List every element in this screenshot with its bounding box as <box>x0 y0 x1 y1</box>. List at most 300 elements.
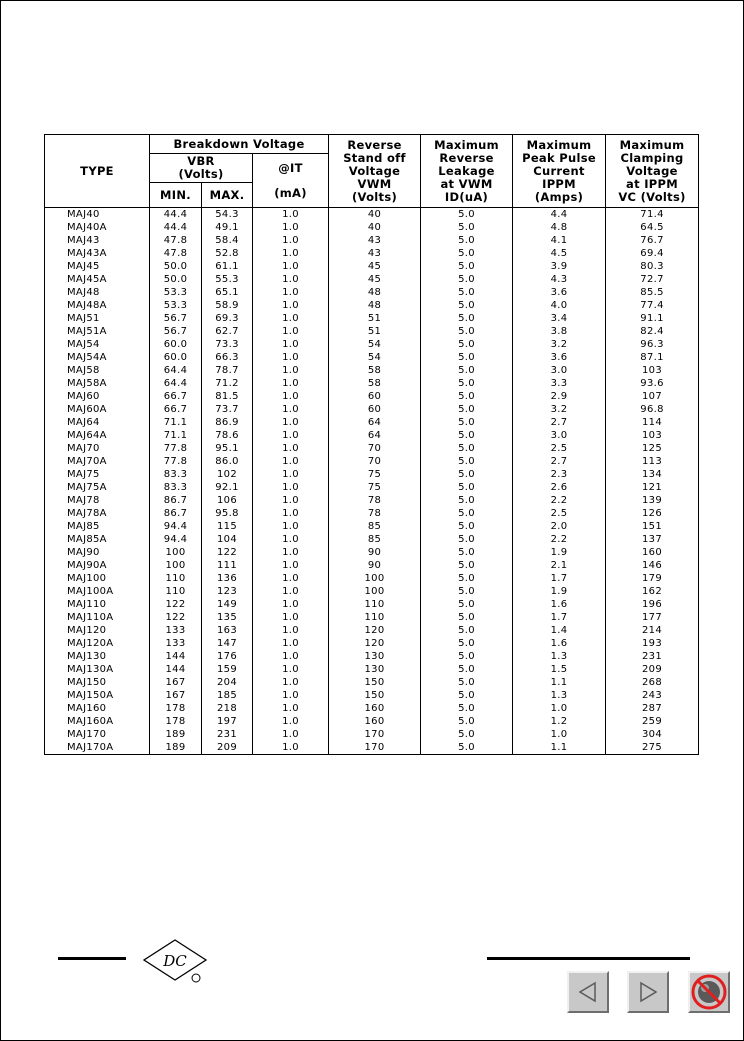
cell-vbr-min: 133 <box>150 637 202 650</box>
cell-it: 1.0 <box>253 416 329 429</box>
cell-leakage: 5.0 <box>421 377 513 390</box>
cell-vbr-min: 189 <box>150 728 202 741</box>
cell-vwm: 130 <box>329 663 421 676</box>
cell-vwm: 85 <box>329 533 421 546</box>
cell-leakage: 5.0 <box>421 299 513 312</box>
cell-vwm: 60 <box>329 403 421 416</box>
cell-vwm: 90 <box>329 559 421 572</box>
previous-page-button[interactable] <box>567 971 609 1013</box>
header-clamp-line: Clamping <box>620 150 684 165</box>
cell-vbr-max: 209 <box>202 741 253 755</box>
cell-vbr-max: 73.7 <box>202 403 253 416</box>
cell-leakage: 5.0 <box>421 481 513 494</box>
cell-ippm: 1.5 <box>513 663 606 676</box>
cell-vc: 196 <box>606 598 699 611</box>
cell-vwm: 85 <box>329 520 421 533</box>
cell-type: MAJ75 <box>45 468 150 481</box>
cell-it: 1.0 <box>253 650 329 663</box>
cell-it: 1.0 <box>253 494 329 507</box>
cell-leakage: 5.0 <box>421 390 513 403</box>
cell-vwm: 100 <box>329 572 421 585</box>
cell-leakage: 5.0 <box>421 468 513 481</box>
table-row <box>45 351 699 364</box>
cell-leakage: 5.0 <box>421 325 513 338</box>
cell-ippm: 3.6 <box>513 351 606 364</box>
cell-vbr-max: 122 <box>202 546 253 559</box>
next-page-button[interactable] <box>627 971 669 1013</box>
cell-leakage: 5.0 <box>421 416 513 429</box>
table-row <box>45 598 699 611</box>
cell-it: 1.0 <box>253 559 329 572</box>
table-row <box>45 481 699 494</box>
cell-vbr-min: 64.4 <box>150 364 202 377</box>
table-row <box>45 702 699 715</box>
cell-vbr-max: 106 <box>202 494 253 507</box>
table-row <box>45 507 699 520</box>
cell-ippm: 2.7 <box>513 455 606 468</box>
cell-vc: 179 <box>606 572 699 585</box>
cell-leakage: 5.0 <box>421 364 513 377</box>
table-row <box>45 637 699 650</box>
cell-it: 1.0 <box>253 507 329 520</box>
cell-vwm: 70 <box>329 455 421 468</box>
table-row <box>45 403 699 416</box>
cell-it: 1.0 <box>253 702 329 715</box>
cell-vwm: 70 <box>329 442 421 455</box>
cell-vbr-max: 123 <box>202 585 253 598</box>
specifications-table <box>44 134 699 755</box>
cell-vwm: 64 <box>329 429 421 442</box>
cell-vwm: 58 <box>329 377 421 390</box>
cell-vbr-min: 66.7 <box>150 403 202 416</box>
cell-vc: 71.4 <box>606 208 699 222</box>
cell-type: MAJ60A <box>45 403 150 416</box>
cell-vbr-max: 176 <box>202 650 253 663</box>
header-reverse-line: Reverse <box>347 137 402 152</box>
cell-it: 1.0 <box>253 611 329 624</box>
cell-leakage: 5.0 <box>421 338 513 351</box>
exit-button[interactable] <box>688 971 730 1013</box>
header-it-symbol: @IT <box>278 160 303 175</box>
cell-vbr-max: 49.1 <box>202 221 253 234</box>
cell-vbr-min: 83.3 <box>150 468 202 481</box>
cell-ippm: 1.2 <box>513 715 606 728</box>
table-row <box>45 273 699 286</box>
cell-it: 1.0 <box>253 312 329 325</box>
cell-vbr-min: 44.4 <box>150 208 202 222</box>
cell-vbr-max: 86.9 <box>202 416 253 429</box>
header-type: TYPE <box>45 135 150 208</box>
header-clamp-line: Voltage <box>626 163 678 178</box>
cell-it: 1.0 <box>253 429 329 442</box>
cell-type: MAJ45A <box>45 273 150 286</box>
cell-it: 1.0 <box>253 390 329 403</box>
cell-type: MAJ78A <box>45 507 150 520</box>
triangle-left-icon <box>575 979 601 1005</box>
cell-vc: 91.1 <box>606 312 699 325</box>
header-it-unit: (mA) <box>274 185 307 200</box>
cell-vwm: 170 <box>329 728 421 741</box>
cell-vbr-max: 78.7 <box>202 364 253 377</box>
cell-vc: 160 <box>606 546 699 559</box>
cell-vc: 69.4 <box>606 247 699 260</box>
cell-ippm: 3.2 <box>513 338 606 351</box>
cell-it: 1.0 <box>253 208 329 222</box>
cell-vbr-max: 218 <box>202 702 253 715</box>
cell-vbr-min: 77.8 <box>150 442 202 455</box>
cell-vc: 231 <box>606 650 699 663</box>
cell-it: 1.0 <box>253 533 329 546</box>
cell-vwm: 160 <box>329 715 421 728</box>
header-vbr <box>150 154 253 183</box>
table-row <box>45 715 699 728</box>
cell-vc: 114 <box>606 416 699 429</box>
cell-ippm: 1.3 <box>513 650 606 663</box>
cell-vwm: 54 <box>329 338 421 351</box>
cell-vbr-min: 44.4 <box>150 221 202 234</box>
cell-vbr-min: 110 <box>150 585 202 598</box>
table-row <box>45 559 699 572</box>
cell-vbr-min: 60.0 <box>150 338 202 351</box>
table-row <box>45 299 699 312</box>
cell-vbr-max: 73.3 <box>202 338 253 351</box>
cell-vwm: 48 <box>329 299 421 312</box>
cell-vbr-min: 110 <box>150 572 202 585</box>
cell-leakage: 5.0 <box>421 741 513 755</box>
cell-vc: 93.6 <box>606 377 699 390</box>
cell-type: MAJ130 <box>45 650 150 663</box>
table-row <box>45 741 699 755</box>
cell-ippm: 2.2 <box>513 533 606 546</box>
cell-leakage: 5.0 <box>421 715 513 728</box>
cell-vc: 80.3 <box>606 260 699 273</box>
cell-vwm: 120 <box>329 637 421 650</box>
cell-type: MAJ85 <box>45 520 150 533</box>
table-row <box>45 728 699 741</box>
cell-vc: 139 <box>606 494 699 507</box>
cell-vwm: 45 <box>329 273 421 286</box>
header-pulse-line: Peak Pulse <box>522 150 596 165</box>
cell-vbr-max: 147 <box>202 637 253 650</box>
cell-it: 1.0 <box>253 598 329 611</box>
cell-ippm: 4.4 <box>513 208 606 222</box>
cell-vbr-min: 47.8 <box>150 247 202 260</box>
header-leakage-line: at VWM <box>440 176 493 191</box>
table-row <box>45 247 699 260</box>
cell-vwm: 64 <box>329 416 421 429</box>
cell-ippm: 1.7 <box>513 572 606 585</box>
cell-ippm: 3.4 <box>513 312 606 325</box>
cell-leakage: 5.0 <box>421 546 513 559</box>
cell-vc: 125 <box>606 442 699 455</box>
cell-type: MAJ75A <box>45 481 150 494</box>
cell-it: 1.0 <box>253 676 329 689</box>
cell-vbr-min: 178 <box>150 702 202 715</box>
header-breakdown-voltage: Breakdown Voltage <box>150 135 329 154</box>
cell-leakage: 5.0 <box>421 208 513 222</box>
cell-type: MAJ170 <box>45 728 150 741</box>
cell-leakage: 5.0 <box>421 637 513 650</box>
header-clamping-voltage <box>606 135 699 208</box>
cell-ippm: 2.9 <box>513 390 606 403</box>
cell-type: MAJ78 <box>45 494 150 507</box>
cell-ippm: 2.7 <box>513 416 606 429</box>
cell-vbr-max: 52.8 <box>202 247 253 260</box>
cell-vbr-min: 50.0 <box>150 260 202 273</box>
cell-vbr-min: 66.7 <box>150 390 202 403</box>
cell-vbr-min: 86.7 <box>150 507 202 520</box>
table-row <box>45 689 699 702</box>
header-pulse-line: Current <box>533 163 585 178</box>
cell-ippm: 3.8 <box>513 325 606 338</box>
header-peak-pulse-current <box>513 135 606 208</box>
cell-type: MAJ45 <box>45 260 150 273</box>
header-leakage-line: Maximum <box>434 137 499 152</box>
cell-it: 1.0 <box>253 351 329 364</box>
cell-vbr-max: 95.1 <box>202 442 253 455</box>
cell-type: MAJ60 <box>45 390 150 403</box>
cell-type: MAJ90A <box>45 559 150 572</box>
cell-vbr-max: 111 <box>202 559 253 572</box>
cell-it: 1.0 <box>253 520 329 533</box>
footer-rule-right <box>487 957 690 960</box>
cell-vc: 134 <box>606 468 699 481</box>
cell-vc: 76.7 <box>606 234 699 247</box>
cell-type: MAJ58 <box>45 364 150 377</box>
cell-vbr-max: 62.7 <box>202 325 253 338</box>
cell-leakage: 5.0 <box>421 702 513 715</box>
cell-vbr-min: 122 <box>150 611 202 624</box>
cell-vc: 87.1 <box>606 351 699 364</box>
cell-it: 1.0 <box>253 221 329 234</box>
cell-vc: 103 <box>606 364 699 377</box>
cell-it: 1.0 <box>253 364 329 377</box>
cell-vbr-max: 92.1 <box>202 481 253 494</box>
cell-vbr-max: 78.6 <box>202 429 253 442</box>
table-row <box>45 468 699 481</box>
cell-ippm: 1.3 <box>513 689 606 702</box>
cell-ippm: 1.1 <box>513 741 606 755</box>
cell-vc: 177 <box>606 611 699 624</box>
cell-vbr-min: 189 <box>150 741 202 755</box>
cell-vbr-max: 58.4 <box>202 234 253 247</box>
table-row <box>45 416 699 429</box>
cell-vwm: 110 <box>329 598 421 611</box>
table-row <box>45 676 699 689</box>
cell-vc: 287 <box>606 702 699 715</box>
header-reverse-leakage <box>421 135 513 208</box>
cell-type: MAJ85A <box>45 533 150 546</box>
cell-ippm: 1.1 <box>513 676 606 689</box>
cell-vbr-min: 53.3 <box>150 286 202 299</box>
cell-vbr-max: 204 <box>202 676 253 689</box>
cell-ippm: 2.6 <box>513 481 606 494</box>
cell-vbr-min: 178 <box>150 715 202 728</box>
cell-vwm: 150 <box>329 689 421 702</box>
cell-vbr-max: 65.1 <box>202 286 253 299</box>
cell-ippm: 2.5 <box>513 442 606 455</box>
cell-vbr-max: 95.8 <box>202 507 253 520</box>
cell-vbr-max: 185 <box>202 689 253 702</box>
cell-ippm: 1.4 <box>513 624 606 637</box>
cell-type: MAJ160 <box>45 702 150 715</box>
table-row <box>45 663 699 676</box>
cell-ippm: 1.6 <box>513 598 606 611</box>
cell-ippm: 3.0 <box>513 364 606 377</box>
cell-vc: 107 <box>606 390 699 403</box>
cell-vwm: 78 <box>329 507 421 520</box>
cell-leakage: 5.0 <box>421 676 513 689</box>
header-pulse-line: Maximum <box>526 137 592 152</box>
cell-leakage: 5.0 <box>421 260 513 273</box>
cell-vc: 103 <box>606 429 699 442</box>
cell-leakage: 5.0 <box>421 455 513 468</box>
cell-ippm: 4.5 <box>513 247 606 260</box>
cell-type: MAJ40A <box>45 221 150 234</box>
cell-ippm: 4.1 <box>513 234 606 247</box>
cell-type: MAJ70A <box>45 455 150 468</box>
cell-vbr-max: 58.9 <box>202 299 253 312</box>
cell-it: 1.0 <box>253 234 329 247</box>
triangle-right-icon <box>635 979 661 1005</box>
cell-type: MAJ51A <box>45 325 150 338</box>
header-min: MIN. <box>150 183 202 208</box>
table-row <box>45 221 699 234</box>
table-body <box>45 208 699 755</box>
cell-it: 1.0 <box>253 715 329 728</box>
cell-type: MAJ40 <box>45 208 150 222</box>
cell-it: 1.0 <box>253 273 329 286</box>
cell-vwm: 51 <box>329 312 421 325</box>
cell-ippm: 1.9 <box>513 585 606 598</box>
table-row <box>45 494 699 507</box>
cell-vbr-max: 135 <box>202 611 253 624</box>
cell-ippm: 3.0 <box>513 429 606 442</box>
logo-text: DC <box>163 952 187 970</box>
header-vbr-unit: (Volts) <box>178 167 224 181</box>
cell-vc: 193 <box>606 637 699 650</box>
cell-vwm: 78 <box>329 494 421 507</box>
cell-vc: 243 <box>606 689 699 702</box>
cell-vc: 275 <box>606 741 699 755</box>
cell-leakage: 5.0 <box>421 273 513 286</box>
cell-ippm: 2.0 <box>513 520 606 533</box>
cell-it: 1.0 <box>253 624 329 637</box>
cell-vbr-max: 61.1 <box>202 260 253 273</box>
cell-vwm: 43 <box>329 247 421 260</box>
table-row <box>45 390 699 403</box>
cell-vwm: 90 <box>329 546 421 559</box>
cell-vbr-min: 86.7 <box>150 494 202 507</box>
cell-type: MAJ54A <box>45 351 150 364</box>
cell-type: MAJ64A <box>45 429 150 442</box>
cell-leakage: 5.0 <box>421 507 513 520</box>
table-row <box>45 650 699 663</box>
header-pulse-line: IPPM <box>542 176 576 191</box>
cell-type: MAJ110 <box>45 598 150 611</box>
cell-vbr-max: 197 <box>202 715 253 728</box>
cell-vbr-max: 136 <box>202 572 253 585</box>
cell-type: MAJ90 <box>45 546 150 559</box>
cell-type: MAJ48A <box>45 299 150 312</box>
header-reverse-line: Stand off <box>343 150 406 165</box>
cell-leakage: 5.0 <box>421 286 513 299</box>
cell-leakage: 5.0 <box>421 572 513 585</box>
header-leakage-line: Leakage <box>438 163 495 178</box>
cell-leakage: 5.0 <box>421 351 513 364</box>
cell-vwm: 45 <box>329 260 421 273</box>
cell-vbr-min: 50.0 <box>150 273 202 286</box>
cell-ippm: 2.1 <box>513 559 606 572</box>
cell-it: 1.0 <box>253 299 329 312</box>
cell-vbr-min: 167 <box>150 689 202 702</box>
cell-vbr-max: 102 <box>202 468 253 481</box>
cell-vbr-max: 71.2 <box>202 377 253 390</box>
cell-leakage: 5.0 <box>421 611 513 624</box>
cell-type: MAJ64 <box>45 416 150 429</box>
cell-type: MAJ43 <box>45 234 150 247</box>
cell-leakage: 5.0 <box>421 585 513 598</box>
cell-vwm: 48 <box>329 286 421 299</box>
cell-vbr-max: 104 <box>202 533 253 546</box>
cell-ippm: 2.5 <box>513 507 606 520</box>
cell-ippm: 1.0 <box>513 702 606 715</box>
cell-leakage: 5.0 <box>421 728 513 741</box>
cell-vc: 64.5 <box>606 221 699 234</box>
table-row <box>45 312 699 325</box>
cell-type: MAJ100A <box>45 585 150 598</box>
header-leakage-line: Reverse <box>439 150 494 165</box>
cell-ippm: 3.6 <box>513 286 606 299</box>
cell-leakage: 5.0 <box>421 403 513 416</box>
cell-type: MAJ130A <box>45 663 150 676</box>
cell-vwm: 130 <box>329 650 421 663</box>
cell-vbr-min: 100 <box>150 559 202 572</box>
cell-type: MAJ120 <box>45 624 150 637</box>
table-row <box>45 546 699 559</box>
table-row <box>45 208 699 222</box>
cell-leakage: 5.0 <box>421 650 513 663</box>
cell-type: MAJ48 <box>45 286 150 299</box>
cell-vc: 259 <box>606 715 699 728</box>
cell-ippm: 1.6 <box>513 637 606 650</box>
header-clamp-line: VC (Volts) <box>618 189 686 204</box>
cell-type: MAJ58A <box>45 377 150 390</box>
cell-leakage: 5.0 <box>421 663 513 676</box>
cell-vwm: 54 <box>329 351 421 364</box>
cell-vc: 146 <box>606 559 699 572</box>
cell-leakage: 5.0 <box>421 689 513 702</box>
cell-ippm: 3.2 <box>513 403 606 416</box>
cell-leakage: 5.0 <box>421 429 513 442</box>
table-row <box>45 364 699 377</box>
cell-vbr-min: 47.8 <box>150 234 202 247</box>
table-row <box>45 260 699 273</box>
cell-vbr-min: 100 <box>150 546 202 559</box>
table-header <box>45 135 699 208</box>
cell-vbr-min: 53.3 <box>150 299 202 312</box>
table-row <box>45 377 699 390</box>
cell-it: 1.0 <box>253 260 329 273</box>
cell-vbr-max: 163 <box>202 624 253 637</box>
cell-ippm: 4.0 <box>513 299 606 312</box>
cell-vc: 121 <box>606 481 699 494</box>
cell-vbr-min: 56.7 <box>150 312 202 325</box>
header-reverse-line: (Volts) <box>351 189 398 204</box>
cell-ippm: 3.3 <box>513 377 606 390</box>
cell-ippm: 3.9 <box>513 260 606 273</box>
cell-leakage: 5.0 <box>421 533 513 546</box>
